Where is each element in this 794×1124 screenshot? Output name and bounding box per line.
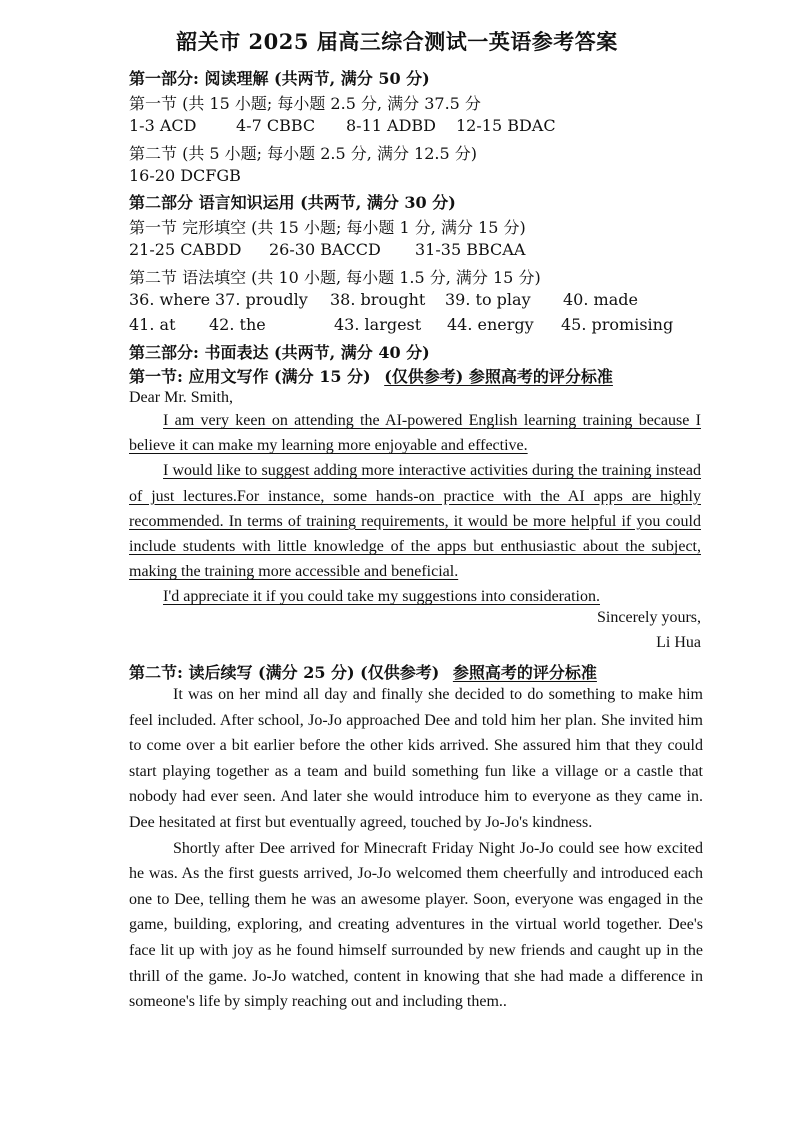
part3-sec1-heading-row — [129, 364, 613, 387]
continuation-story — [129, 682, 703, 1015]
letter-body — [129, 408, 701, 610]
answer-group: 8-11 ADBD — [346, 116, 436, 135]
answer-group: 1-3 ACD — [129, 116, 197, 135]
part3-sec2-heading-row — [129, 660, 597, 683]
grammar-answer: 39. to play — [445, 290, 531, 309]
grammar-answer: 38. brought — [330, 290, 426, 309]
part1-sec2-heading: 第二节 (共 5 小题; 每小题 2.5 分, 满分 12.5 分) — [129, 144, 477, 163]
part2-sec1-heading: 第一节 完形填空 (共 15 小题; 每小题 1 分, 满分 15 分) — [129, 218, 526, 237]
answer-group: 31-35 BBCAA — [415, 240, 526, 259]
grammar-answer: 37. proudly — [215, 290, 308, 309]
letter-paragraph-1: I am very keen on attending the AI-powered English learning training because I believe it can make my learning more enjoyable and effective. — [129, 412, 701, 455]
letter-signature: Li Hua — [656, 634, 701, 651]
answer-group: 12-15 BDAC — [456, 116, 556, 135]
part2-heading: 第二部分 语言知识运用 (共两节, 满分 30 分) — [129, 193, 456, 212]
part1-sec2-answers: 16-20 DCFGB — [129, 166, 241, 185]
part3-sec2-note: 参照高考的评分标准 — [452, 663, 597, 682]
part2-sec2-heading: 第二节 语法填空 (共 10 小题, 每小题 1.5 分, 满分 15 分) — [129, 268, 541, 287]
part3-sec1-note: (仅供参考) 参照高考的评分标准 — [384, 367, 613, 386]
answer-group: 26-30 BACCD — [269, 240, 381, 259]
part3-sec2-heading: 第二节: 读后续写 (满分 25 分) (仅供参考) — [129, 663, 440, 682]
page-title: 韶关市 2025 届高三综合测试一英语参考答案 — [176, 29, 618, 54]
grammar-answer: 36. where — [129, 290, 211, 309]
grammar-answer: 41. at — [129, 315, 176, 334]
grammar-answer: 40. made — [563, 290, 638, 309]
part3-sec1-heading: 第一节: 应用文写作 (满分 15 分) — [129, 367, 371, 386]
answer-group: 4-7 CBBC — [236, 116, 316, 135]
grammar-answer: 45. promising — [561, 315, 674, 334]
story-paragraph-2: Shortly after Dee arrived for Minecraft Friday Night Jo-Jo could see how excited he was. As the first guests arrived, Jo-Jo welcomed them cheerfully and introduced each one to Dee, telling them he was an awesome player. Soon, everyone was engaged in the game, building, exploring, and creating adventures in the virtual world together. Dee's face lit up with joy as he found himself surrounded by new friends and caught up in the thrill of the game. Jo-Jo watched, content in knowing that she had made a difference in someone's life by simply reaching out and including them.. — [129, 839, 703, 1011]
letter-paragraph-2: I would like to suggest adding more interactive activities during the training instead of just lectures.For instance, some hands-on practice with the AI apps are highly recommended. In terms of training requirements, it would be more helpful if you could include students with little knowledge of the apps but enthusiastic about the subject, making the training more accessible and beneficial. — [129, 462, 701, 581]
part3-heading: 第三部分: 书面表达 (共两节, 满分 40 分) — [129, 343, 430, 362]
grammar-answer: 44. energy — [447, 315, 534, 334]
story-paragraph-1: It was on her mind all day and finally she decided to do something to make him feel included. After school, Jo-Jo approached Dee and told him her plan. She invited him to come over a bit earlier before the other kids arrived. She assured him that they could start playing together as a team and build something fun like a village or a castle that nobody had ever seen. And later she would introduce him to everyone as they came in. Dee hesitated at first but eventually agreed, touched by Jo-Jo's kindness. — [129, 686, 703, 831]
part1-sec1-heading: 第一节 (共 15 小题; 每小题 2.5 分, 满分 37.5 分 — [129, 94, 481, 113]
letter-paragraph-3: I'd appreciate it if you could take my suggestions into consideration. — [163, 588, 600, 606]
grammar-answer: 42. the — [209, 315, 266, 334]
grammar-answer: 43. largest — [334, 315, 422, 334]
part1-heading: 第一部分: 阅读理解 (共两节, 满分 50 分) — [129, 69, 430, 88]
answer-group: 21-25 CABDD — [129, 240, 242, 259]
letter-salutation: Dear Mr. Smith, — [129, 389, 233, 406]
letter-closing: Sincerely yours, — [597, 609, 701, 626]
